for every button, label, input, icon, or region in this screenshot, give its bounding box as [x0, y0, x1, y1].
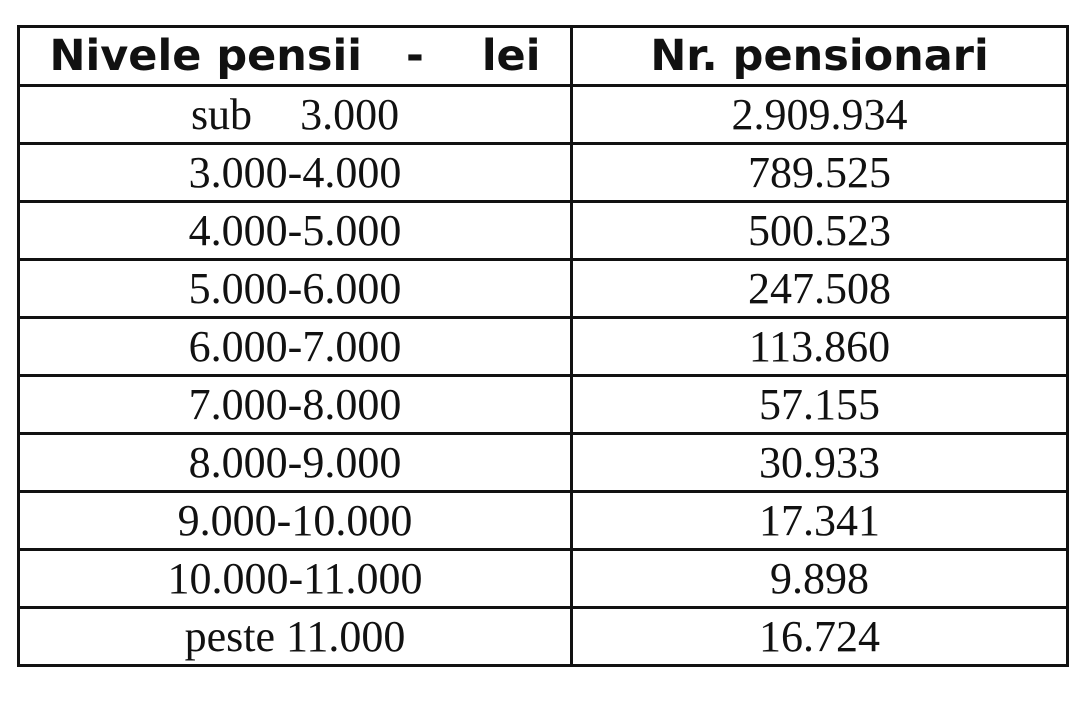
table-row — [19, 260, 1068, 318]
header-levels-label: Nivele pensii — [49, 31, 362, 81]
table-row — [19, 608, 1068, 666]
pension-level-cell: 8.000-9.000 — [19, 434, 572, 492]
table-row — [19, 492, 1068, 550]
pensioner-count-cell: 500.523 — [572, 202, 1068, 260]
pension-level-cell — [19, 86, 572, 144]
pension-level-prefix: sub — [190, 90, 253, 139]
pensioner-count-cell: 57.155 — [572, 376, 1068, 434]
table-row — [19, 202, 1068, 260]
pension-level-cell: 3.000-4.000 — [19, 144, 572, 202]
pension-level-value: 3.000 — [300, 90, 400, 139]
pensioner-count-cell: 9.898 — [572, 550, 1068, 608]
pensioner-count-cell: 2.909.934 — [572, 86, 1068, 144]
table-row — [19, 144, 1068, 202]
pension-level-cell: 9.000-10.000 — [19, 492, 572, 550]
header-levels-separator: - — [405, 31, 424, 81]
table-row — [19, 86, 1068, 144]
pension-level-cell: 10.000-11.000 — [19, 550, 572, 608]
pension-level-cell: 5.000-6.000 — [19, 260, 572, 318]
header-levels-unit: lei — [481, 31, 541, 81]
pensioner-count-cell: 30.933 — [572, 434, 1068, 492]
header-pension-levels — [19, 27, 572, 86]
table-row — [19, 550, 1068, 608]
pension-level-cell: peste 11.000 — [19, 608, 572, 666]
table-header-row — [19, 27, 1068, 86]
pension-level-cell: 6.000-7.000 — [19, 318, 572, 376]
pension-level-cell: 7.000-8.000 — [19, 376, 572, 434]
pensioner-count-cell: 113.860 — [572, 318, 1068, 376]
table-row — [19, 434, 1068, 492]
header-pensioner-count: Nr. pensionari — [572, 27, 1068, 86]
pension-level-cell: 4.000-5.000 — [19, 202, 572, 260]
table-row — [19, 376, 1068, 434]
pensioner-count-cell: 247.508 — [572, 260, 1068, 318]
pensioner-count-cell: 17.341 — [572, 492, 1068, 550]
pensioner-count-cell: 16.724 — [572, 608, 1068, 666]
pension-distribution-table — [17, 25, 1069, 667]
pensioner-count-cell: 789.525 — [572, 144, 1068, 202]
table-row — [19, 318, 1068, 376]
